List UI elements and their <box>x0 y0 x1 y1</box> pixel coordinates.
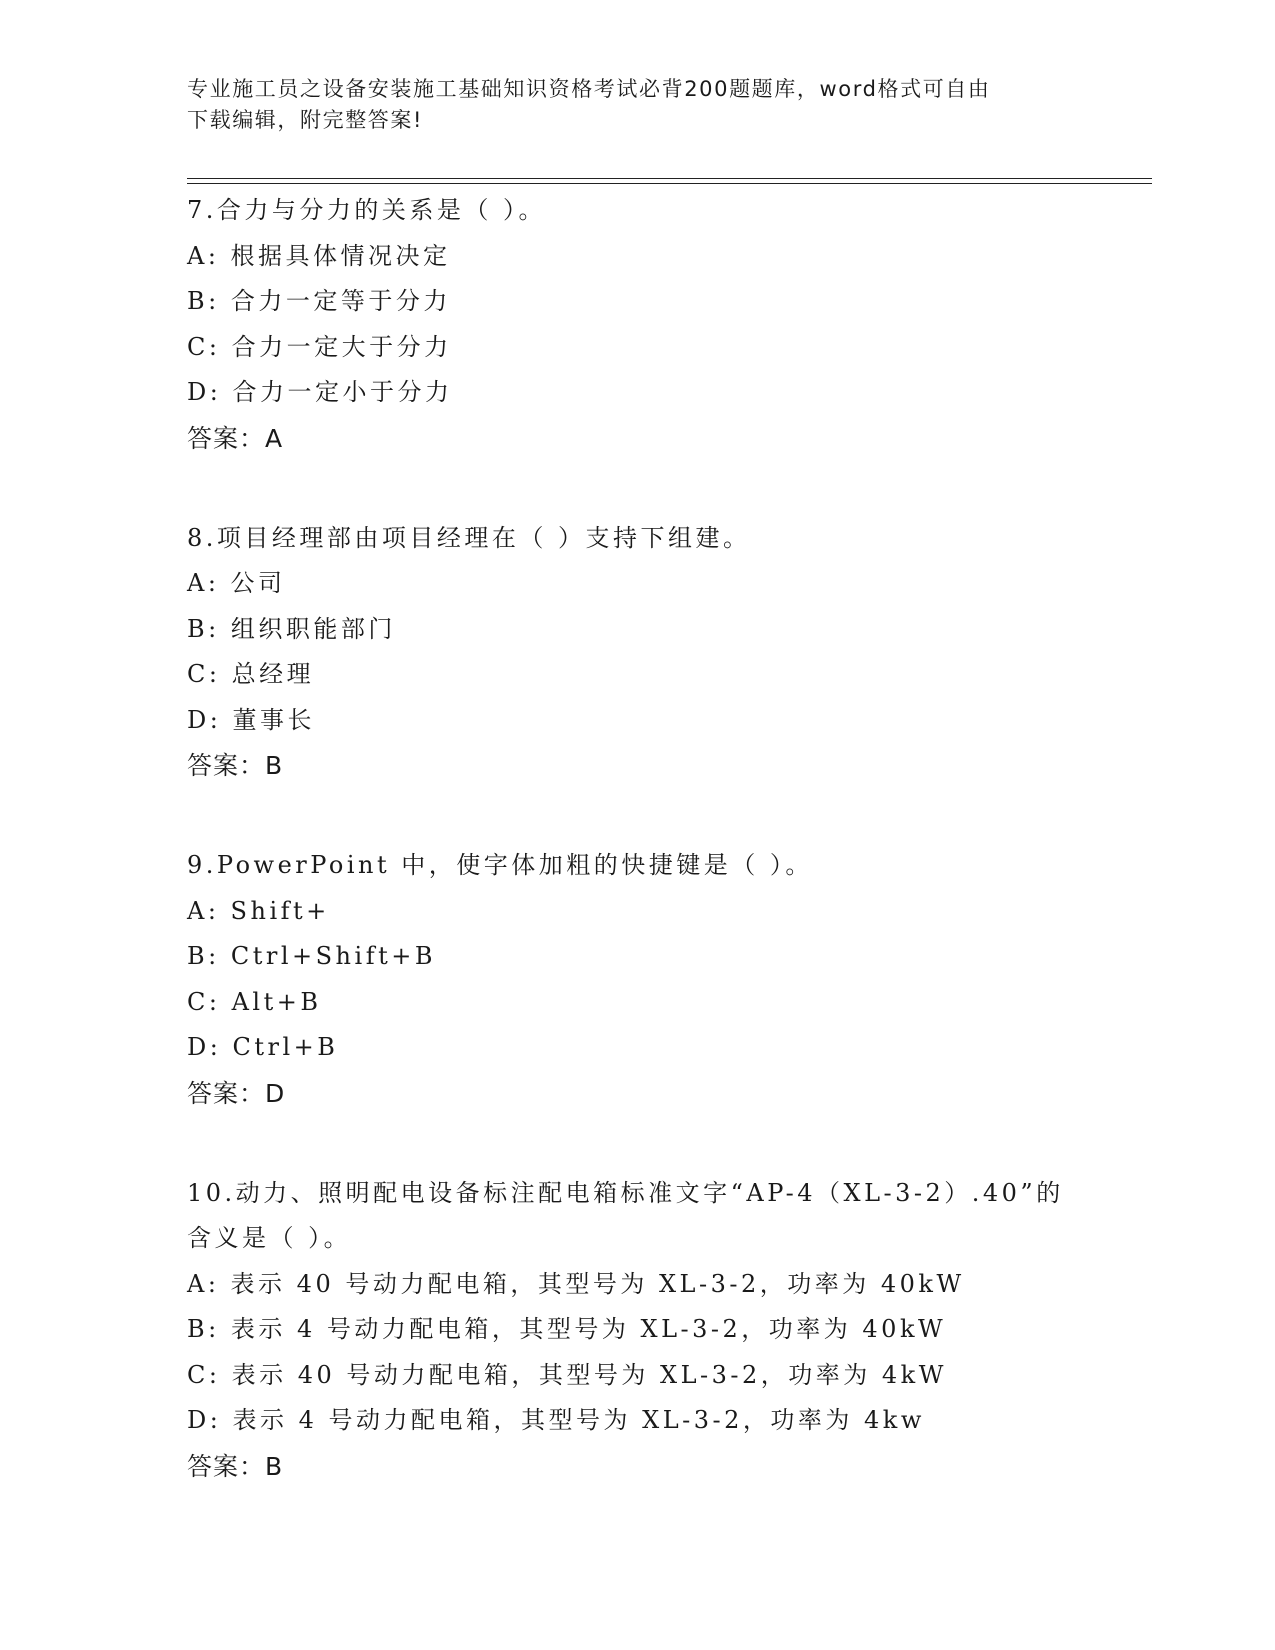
question-list <box>187 188 1152 1544</box>
question-10 <box>187 1171 1152 1489</box>
question-9 <box>187 843 1152 1116</box>
question-stem: 10.动力、照明配电设备标注配电箱标准文字“AP-4（XL-3-2）.40”的含义是（ ）。 <box>187 1178 1064 1252</box>
answer-label: 答案： <box>187 423 266 453</box>
answer-line <box>187 1444 1152 1489</box>
answer-value: A <box>265 423 284 453</box>
option-a: A: 表示 40 号动力配电箱，其型号为 XL-3-2，功率为 40kW <box>187 1269 965 1298</box>
option-d: D: 表示 4 号动力配电箱，其型号为 XL-3-2，功率为 4kw <box>187 1406 925 1434</box>
option-a: A: Shift+ <box>187 896 330 925</box>
header-line-1: 专业施工员之设备安装施工基础知识资格考试必背200题题库，word格式可自由 <box>187 77 991 101</box>
option-b: B: 组织职能部门 <box>187 614 396 643</box>
option-c: C: Alt+B <box>187 987 322 1016</box>
option-b: B: 表示 4 号动力配电箱，其型号为 XL-3-2，功率为 40kW <box>187 1315 947 1343</box>
answer-value: B <box>265 1451 284 1481</box>
question-7 <box>187 188 1152 461</box>
answer-value: D <box>265 1078 286 1108</box>
option-d: D: Ctrl+B <box>187 1033 339 1061</box>
answer-label: 答案： <box>187 1078 266 1108</box>
header-divider-bottom <box>187 183 1152 184</box>
header-divider-top <box>187 178 1152 179</box>
answer-label: 答案： <box>187 751 266 780</box>
option-a: A: 根据具体情况决定 <box>187 241 451 270</box>
question-stem: 9.PowerPoint 中，使字体加粗的快捷键是（ ）。 <box>187 851 813 879</box>
answer-value: B <box>265 751 284 780</box>
header-line-2: 下载编辑，附完整答案! <box>187 108 424 132</box>
document-header <box>187 74 1067 136</box>
option-c: C: 合力一定大于分力 <box>187 332 452 361</box>
question-stem: 8.项目经理部由项目经理在（ ）支持下组建。 <box>187 523 751 552</box>
answer-line <box>187 743 1152 788</box>
option-a: A: 公司 <box>187 569 286 597</box>
answer-label: 答案： <box>187 1451 266 1481</box>
question-8 <box>187 516 1152 789</box>
option-c: C: 总经理 <box>187 660 315 688</box>
option-d: D: 合力一定小于分力 <box>187 378 453 406</box>
answer-line <box>187 1071 1152 1116</box>
option-b: B: Ctrl+Shift+B <box>187 942 436 970</box>
option-c: C: 表示 40 号动力配电箱，其型号为 XL-3-2，功率为 4kW <box>187 1360 947 1389</box>
answer-line <box>187 416 1152 461</box>
option-d: D: 董事长 <box>187 705 315 734</box>
option-b: B: 合力一定等于分力 <box>187 287 451 315</box>
question-stem: 7.合力与分力的关系是（ ）。 <box>187 196 547 224</box>
